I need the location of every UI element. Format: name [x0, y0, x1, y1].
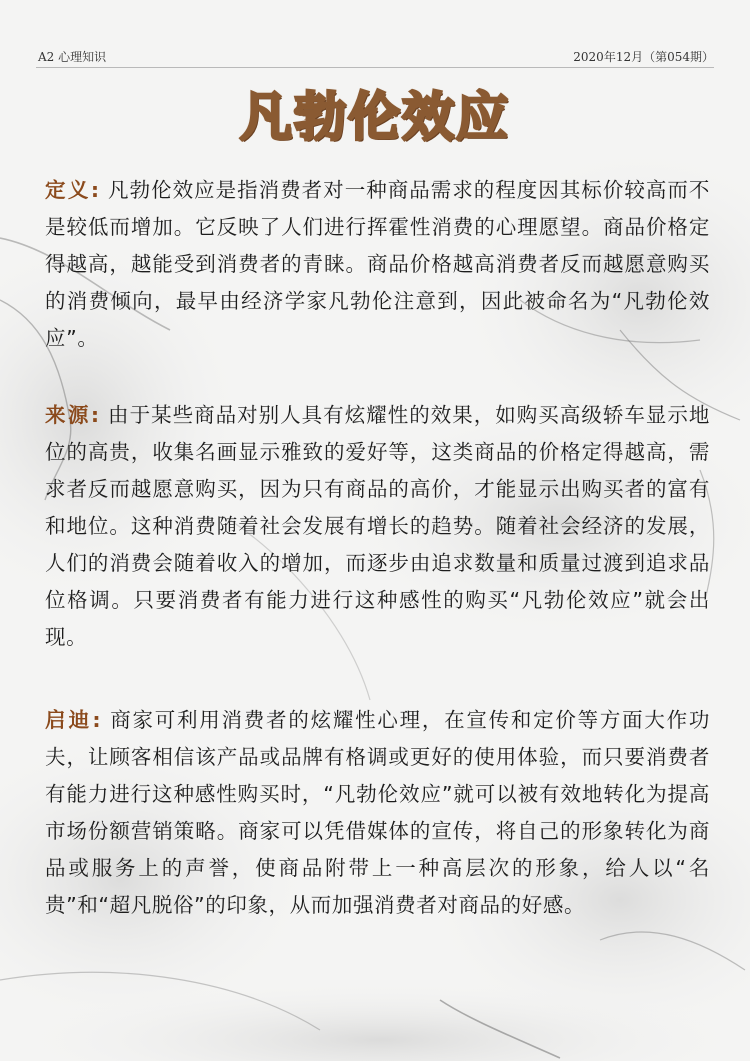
definition-text: 凡勃伦效应是指消费者对一种商品需求的程度因其标价较高而不是较低而增加。它反映了人们进行挥霍性消费的心理愿望。商品价格定得越高，越能受到消费者的青睐。商品价格越高消费者反而越愿意购买的消费倾向，最早由经济学家凡勃伦注意到，因此被命名为“凡勃伦效应”。 — [45, 178, 710, 350]
origin-label: 来源 — [45, 403, 91, 427]
insight-text: 商家可利用消费者的炫耀性心理，在宣传和定价等方面大作功夫，让顾客相信该产品或品牌有格调或更好的使用体验，而只要消费者有能力进行这种感性购买时，“凡勃伦效应”就可以被有效地转化为提高市场份额营销策略。商家可以凭借媒体的宣传，将自己的形象转化为商品或服务上的声誉，使商品附带上一种高层次的形象，给人以“名贵”和“超凡脱俗”的印象，从而加强消费者对商品的好感。 — [45, 708, 710, 917]
definition-section — [45, 172, 710, 357]
origin-section — [45, 397, 710, 656]
origin-colon: : — [90, 403, 100, 427]
page-title: 凡勃伦效应 — [239, 88, 510, 148]
header-issue-date: 2020年12月（第054期） — [573, 50, 714, 64]
header-divider — [36, 67, 714, 68]
page-header — [38, 48, 714, 68]
insight-section — [45, 702, 710, 924]
insight-label: 启迪 — [45, 708, 93, 732]
definition-label: 定义 — [45, 178, 91, 202]
insight-colon: : — [92, 708, 102, 732]
origin-text: 由于某些商品对别人具有炫耀性的效果，如购买高级轿车显示地位的高贵，收集名画显示雅致的爱好等，这类商品的价格定得越高，需求者反而越愿意购买，因为只有商品的高价，才能显示出购买者的富有和地位。这种消费随着社会发展有增长的趋势。随着社会经济的发展，人们的消费会随着收入的增加，而逐步由追求数量和质量过渡到追求品位格调。只要消费者有能力进行这种感性的购买“凡勃伦效应”就会出现。 — [45, 403, 710, 649]
header-section-label: A2 心理知识 — [38, 50, 107, 64]
definition-colon: : — [90, 178, 100, 202]
